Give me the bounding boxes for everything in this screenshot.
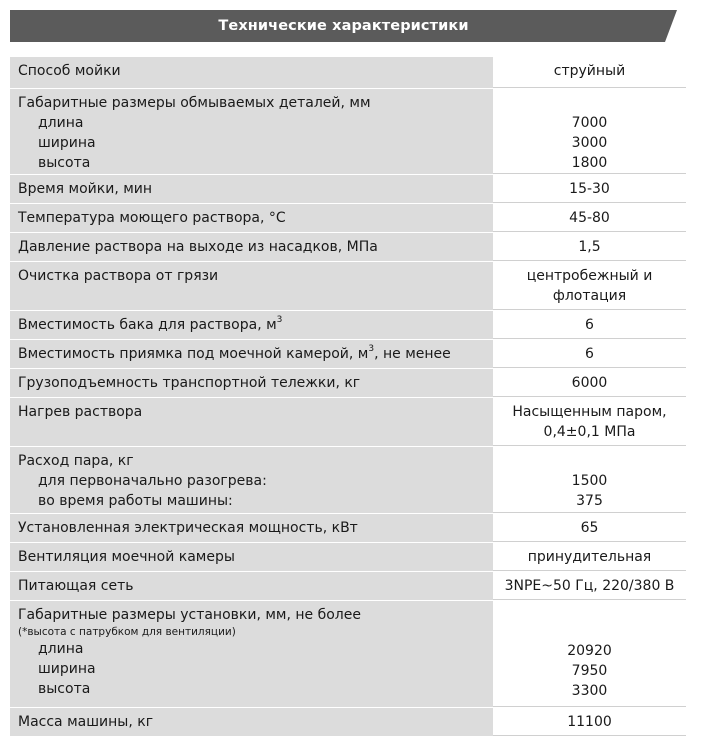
row-value: 1,5: [493, 233, 686, 261]
row-label-tail: , не менее: [374, 346, 451, 362]
row-label: Габаритные размеры обмываемых деталей, мм: [18, 95, 371, 111]
row-value: 45-80: [493, 204, 686, 232]
row-value: струйный: [493, 57, 686, 88]
table-row: [10, 514, 686, 543]
row-value: 6: [493, 311, 686, 339]
table-row: [10, 601, 686, 708]
row-value: принудительная: [493, 543, 686, 571]
row-label: Установленная электрическая мощность, кВт: [10, 514, 493, 542]
row-label: Вентиляция моечной камеры: [10, 543, 493, 571]
row-value: 3NPE~50 Гц, 220/380 В: [493, 572, 686, 600]
row-label: Очистка раствора от грязи: [10, 262, 493, 310]
sub-value: 1500: [571, 473, 608, 489]
row-value-line: флотация: [552, 288, 627, 304]
sub-label: во время работы машины:: [38, 493, 233, 509]
row-value-line: 0,4±0,1 МПа: [543, 424, 636, 440]
table-row: [10, 175, 686, 204]
row-value: 65: [493, 514, 686, 542]
row-note: (*высота с патрубком для вентиляции): [18, 626, 236, 638]
sub-label: высота: [38, 681, 91, 697]
row-label: Габаритные размеры установки, мм, не более: [18, 607, 361, 623]
superscript: 3: [276, 315, 283, 325]
row-label: Способ мойки: [10, 57, 493, 88]
sub-label: ширина: [38, 135, 96, 151]
table-row: [10, 204, 686, 233]
row-label: Давление раствора на выходе из насадков, МПа: [10, 233, 493, 261]
sub-label: высота: [38, 155, 91, 171]
row-label: Питающая сеть: [10, 572, 493, 600]
sub-value: 20920: [567, 643, 612, 659]
table-row: [10, 369, 686, 398]
section-title: Технические характеристики: [218, 18, 469, 34]
row-value-line: центробежный и: [526, 268, 653, 284]
table-row: [10, 311, 686, 340]
row-label: Вместимость бака для раствора, м: [18, 317, 277, 333]
table-row: [10, 398, 686, 447]
sub-value: 1800: [571, 155, 608, 171]
row-label: Масса машины, кг: [10, 708, 493, 736]
row-label: Вместимость приямка под моечной камерой, м: [18, 346, 369, 362]
row-label: Температура моющего раствора, °С: [10, 204, 493, 232]
sub-value: 7950: [571, 663, 608, 679]
sub-label: длина: [38, 641, 84, 657]
table-row: [10, 262, 686, 311]
row-value-line: Насыщенным паром,: [512, 404, 667, 420]
sub-label: длина: [38, 115, 84, 131]
sub-label: для первоначально разогрева:: [38, 473, 267, 489]
sub-value: 3300: [571, 683, 608, 699]
row-value: 6: [493, 340, 686, 368]
table-row: [10, 57, 686, 89]
table-row: [10, 340, 686, 369]
row-value: 11100: [493, 708, 686, 736]
sub-value: 3000: [571, 135, 608, 151]
sub-value: 7000: [571, 115, 608, 131]
sub-value: 375: [576, 493, 603, 509]
row-value: 6000: [493, 369, 686, 397]
table-row: [10, 447, 686, 514]
table-row: [10, 233, 686, 262]
table-row: [10, 543, 686, 572]
table-row: [10, 572, 686, 601]
row-label: Время мойки, мин: [10, 175, 493, 203]
specs-table: [10, 57, 686, 737]
table-row: [10, 89, 686, 175]
row-value: 15-30: [493, 175, 686, 203]
row-label: Расход пара, кг: [18, 453, 134, 469]
section-header: [10, 10, 677, 42]
table-row: [10, 708, 686, 737]
row-label: Грузоподъемность транспортной тележки, кг: [10, 369, 493, 397]
sub-label: ширина: [38, 661, 96, 677]
superscript: 3: [368, 344, 375, 354]
row-label: Нагрев раствора: [10, 398, 493, 446]
